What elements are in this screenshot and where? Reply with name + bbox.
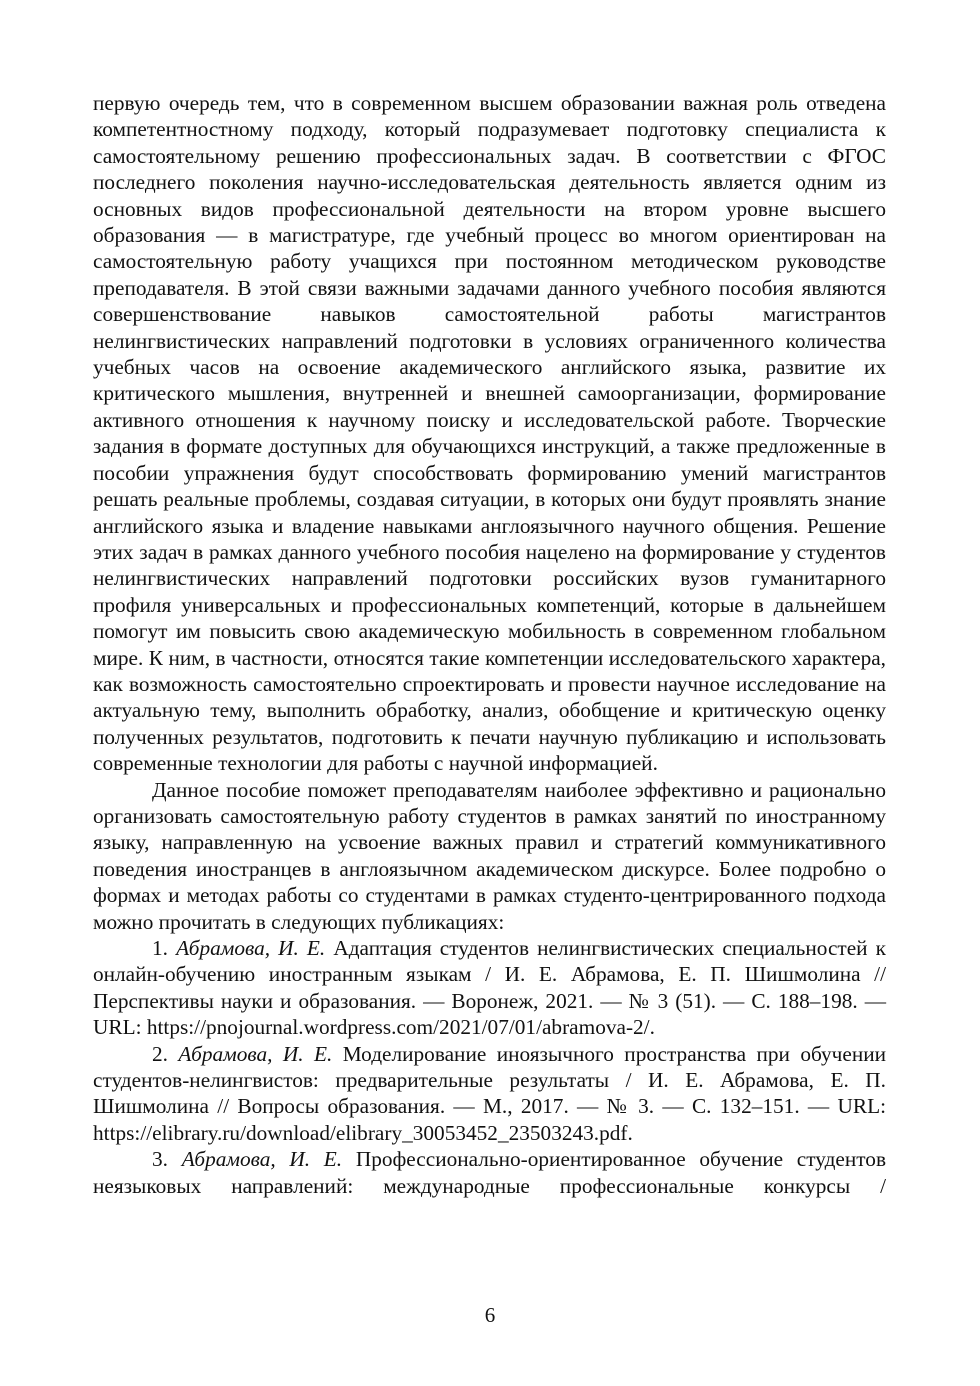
body-paragraph: первую очередь тем, что в современном высшем образовании важная роль отведена компетентностному подходу, который подразумевает подготовку специалиста к самостоятельному решению профессиональных задач. В соответствии с ФГОС последнего поколения научно-исследовательская деятельность является одним из основных видов профессиональной деятельности на втором уровне высшего образования — в магистратуре, где учебный процесс во многом ориентирован на самостоятельную работу учащихся при постоянном методическом руководстве преподавателя. В этой связи важными задачами данного учебного пособия являются совершенствование навыков самостоятельной работы магистрантов нелингвистических направлений подготовки в условиях ограниченного количества учебных часов на освоение академического английского языка, развитие их критического мышления, внутренней и внешней самоорганизации, формирование активного отношения к научному поиску и исследовательской работе. Творческие задания в формате доступных для обучающихся инструкций, а также предложенные в пособии упражнения будут способствовать формированию умений магистрантов решать реальные проблемы, создавая ситуации, в которых они будут проявлять знание английского языка и владение навыками англоязычного научного общения. Решение этих задач в рамках данного учебного пособия нацелено на формирование у студентов нелингвистических направлений подготовки российских вузов гуманитарного профиля универсальных и профессиональных компетенций, которые в дальнейшем помогут им повысить свою академическую мобильность в современном глобальном мире. К ним, в частности, относятся такие компетенции исследовательского характера, как возможность самостоятельно спроектировать и провести научное исследование на актуальную тему, выполнить обработку, анализ, обобщение и критическую оценку полученных результатов, подготовить к печати научную публикацию и использовать современные технологии для работы с научной информацией. [93,91,886,776]
reference-number: 3. [152,1147,168,1172]
reference-item [93,1041,886,1147]
reference-number: 2. [152,1041,168,1066]
reference-text: Адаптация студентов нелингвистических специальностей к онлайн-обучению иностранным языкам / И. Е. Абрамова, Е. П. Шишмолина // Перспективы науки и образования. — Воронеж, 2021. — № 3 (51). — С. 188–198. — URL: https://pnojournal.wordpress.com/2021/07/01/abramova-2/. [93,936,886,1040]
reference-author: Абрамова, И. Е. [181,1147,343,1172]
reference-author: Абрамова, И. Е. [176,936,326,960]
body-paragraph: Данное пособие поможет преподавателям наиболее эффективно и рационально организовать самостоятельную работу студентов в рамках занятий по иностранному языку, направленную на усвоение важных правил и стратегий коммуникативного поведения иностранцев в англоязычном академическом дискурсе. Более подробно о формах и методах работы со студентами в рамках студенто-центрированного подхода можно прочитать в следующих публикациях: [93,777,886,934]
reference-author: Абрамова, И. Е. [178,1041,333,1066]
reference-text: Профессионально-ориентированное обучение студентов неязыковых направлений: международные профессиональные конкурсы / [93,1147,887,1198]
reference-text: Моделирование иноязычного пространства при обучении студентов-нелингвистов: предварительные результаты / И. Е. Абрамова, Е. П. Шишмолина // Вопросы образования. — М., 2017. — № 3. — С. 132–151. — URL: https://elibrary.ru/download/elibrary_30053452_23503243.pdf. [93,1041,887,1145]
reference-item [93,1146,886,1199]
reference-item [93,935,886,1041]
reference-number: 1. [152,936,168,960]
page-body [93,90,886,1199]
page-number: 6 [484,1303,496,1327]
